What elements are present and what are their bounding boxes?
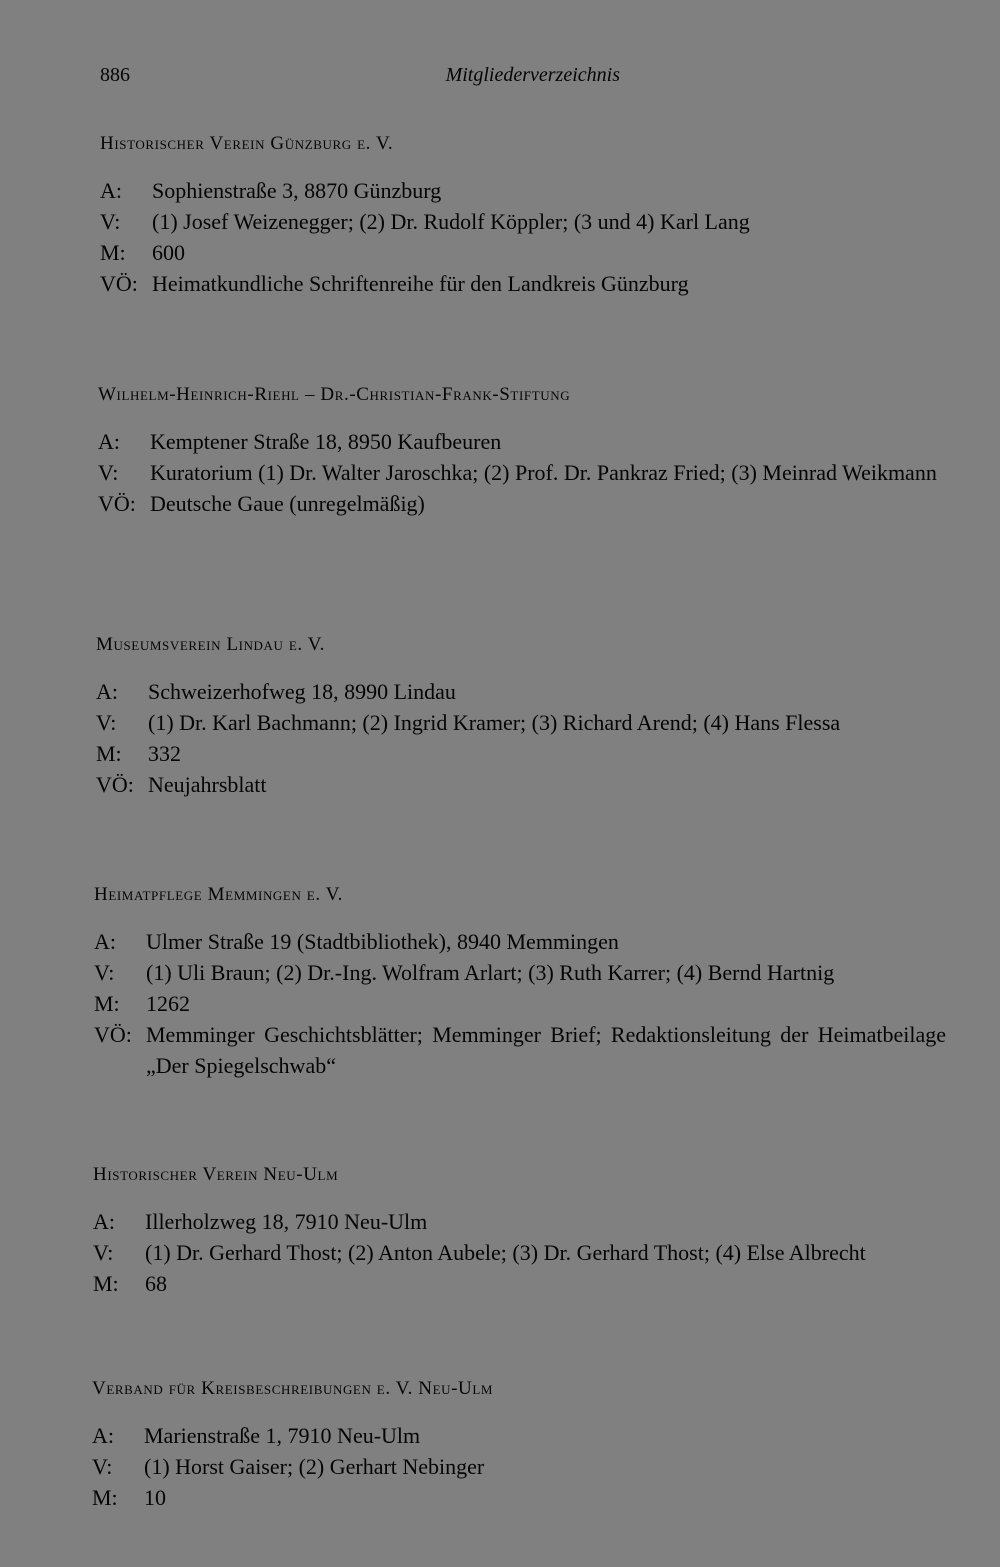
field-value: (1) Uli Braun; (2) Dr.-Ing. Wolfram Arlart; (3) Ruth Karrer; (4) Bernd Hartnig bbox=[146, 960, 835, 985]
entry-verband-kreisbeschreibungen bbox=[92, 1376, 952, 1513]
entry-title: Museumsverein Lindau e. V. bbox=[96, 634, 325, 655]
field-value: (1) Horst Gaiser; (2) Gerhart Nebinger bbox=[144, 1454, 485, 1479]
field-address bbox=[92, 1420, 952, 1451]
field-label: M: bbox=[92, 1485, 118, 1510]
field-value: 1262 bbox=[146, 991, 190, 1016]
field-label: VÖ: bbox=[94, 1022, 132, 1047]
field-value: Deutsche Gaue (unregelmäßig) bbox=[150, 491, 425, 516]
field-board bbox=[92, 1451, 952, 1482]
entry-historischer-verein-guenzburg bbox=[100, 131, 960, 299]
field-label: A: bbox=[94, 929, 116, 954]
entry-museumsverein-lindau bbox=[96, 632, 956, 800]
field-label: M: bbox=[93, 1271, 119, 1296]
field-value: (1) Josef Weizenegger; (2) Dr. Rudolf Köppler; (3 und 4) Karl Lang bbox=[152, 209, 750, 234]
field-label: V: bbox=[94, 960, 115, 985]
entry-title: Historischer Verein Neu-Ulm bbox=[93, 1164, 339, 1185]
field-address bbox=[100, 175, 960, 206]
entry-title: Heimatpflege Memmingen e. V. bbox=[94, 884, 343, 905]
field-board bbox=[96, 707, 956, 738]
page-number: 886 bbox=[100, 64, 130, 86]
field-value: Kemptener Straße 18, 8950 Kaufbeuren bbox=[150, 429, 502, 454]
field-members bbox=[96, 738, 956, 769]
field-value: 600 bbox=[152, 240, 185, 265]
field-label: M: bbox=[96, 741, 122, 766]
field-value: Neujahrsblatt bbox=[148, 772, 267, 797]
field-label: A: bbox=[98, 429, 120, 454]
field-label: A: bbox=[93, 1209, 115, 1234]
field-value: Marienstraße 1, 7910 Neu-Ulm bbox=[144, 1423, 421, 1448]
entry-historischer-verein-neu-ulm bbox=[93, 1162, 953, 1299]
field-address bbox=[96, 676, 956, 707]
field-value: (1) Dr. Gerhard Thost; (2) Anton Aubele; (3) Dr. Gerhard Thost; (4) Else Albrecht bbox=[145, 1240, 866, 1265]
field-value: Sophienstraße 3, 8870 Günzburg bbox=[152, 178, 442, 203]
field-value: 332 bbox=[148, 741, 181, 766]
field-address bbox=[98, 426, 950, 457]
field-address bbox=[94, 926, 946, 957]
field-board bbox=[93, 1237, 953, 1268]
field-label: A: bbox=[100, 178, 122, 203]
running-head bbox=[100, 64, 620, 90]
field-label: A: bbox=[96, 679, 118, 704]
field-value: Illerholzweg 18, 7910 Neu-Ulm bbox=[145, 1209, 428, 1234]
running-title: Mitgliederverzeichnis bbox=[445, 64, 620, 86]
field-label: V: bbox=[93, 1240, 114, 1265]
field-value: Kuratorium (1) Dr. Walter Jaroschka; (2) Prof. Dr. Pankraz Fried; (3) Meinrad Weikmann bbox=[150, 460, 937, 485]
field-members bbox=[100, 237, 960, 268]
field-value: 10 bbox=[144, 1485, 166, 1510]
field-publications bbox=[100, 268, 960, 299]
field-label: V: bbox=[98, 460, 119, 485]
field-label: VÖ: bbox=[96, 772, 134, 797]
field-publications bbox=[98, 488, 950, 519]
field-label: V: bbox=[100, 209, 121, 234]
field-board bbox=[94, 957, 946, 988]
entry-title: Historischer Verein Günzburg e. V. bbox=[100, 133, 394, 154]
field-members bbox=[94, 988, 946, 1019]
entry-heimatpflege-memmingen bbox=[94, 882, 946, 1081]
field-label: VÖ: bbox=[100, 271, 138, 296]
field-label: VÖ: bbox=[98, 491, 136, 516]
field-address bbox=[93, 1206, 953, 1237]
field-members bbox=[93, 1268, 953, 1299]
field-label: M: bbox=[100, 240, 126, 265]
field-value: Heimatkundliche Schriftenreihe für den Landkreis Günzburg bbox=[152, 271, 689, 296]
field-label: V: bbox=[96, 710, 117, 735]
field-value: Memminger Geschichtsblätter; Memminger Brief; Redaktionsleitung der Heimatbeilage „Der Spiegelschwab“ bbox=[146, 1022, 946, 1078]
entry-title: Wilhelm-Heinrich-Riehl – Dr.-Christian-Frank-Stiftung bbox=[98, 384, 571, 405]
field-label: A: bbox=[92, 1423, 114, 1448]
field-members bbox=[92, 1482, 952, 1513]
field-publications bbox=[96, 769, 956, 800]
entry-riehl-frank-stiftung bbox=[98, 382, 950, 519]
entry-title: Verband für Kreisbeschreibungen e. V. Neu-Ulm bbox=[92, 1378, 494, 1399]
field-board bbox=[100, 206, 960, 237]
field-value: (1) Dr. Karl Bachmann; (2) Ingrid Kramer; (3) Richard Arend; (4) Hans Flessa bbox=[148, 710, 841, 735]
field-publications bbox=[94, 1019, 946, 1081]
field-value: Schweizerhofweg 18, 8990 Lindau bbox=[148, 679, 456, 704]
field-board bbox=[98, 457, 950, 488]
field-label: V: bbox=[92, 1454, 113, 1479]
field-label: M: bbox=[94, 991, 120, 1016]
field-value: Ulmer Straße 19 (Stadtbibliothek), 8940 Memmingen bbox=[146, 929, 619, 954]
field-value: 68 bbox=[145, 1271, 167, 1296]
